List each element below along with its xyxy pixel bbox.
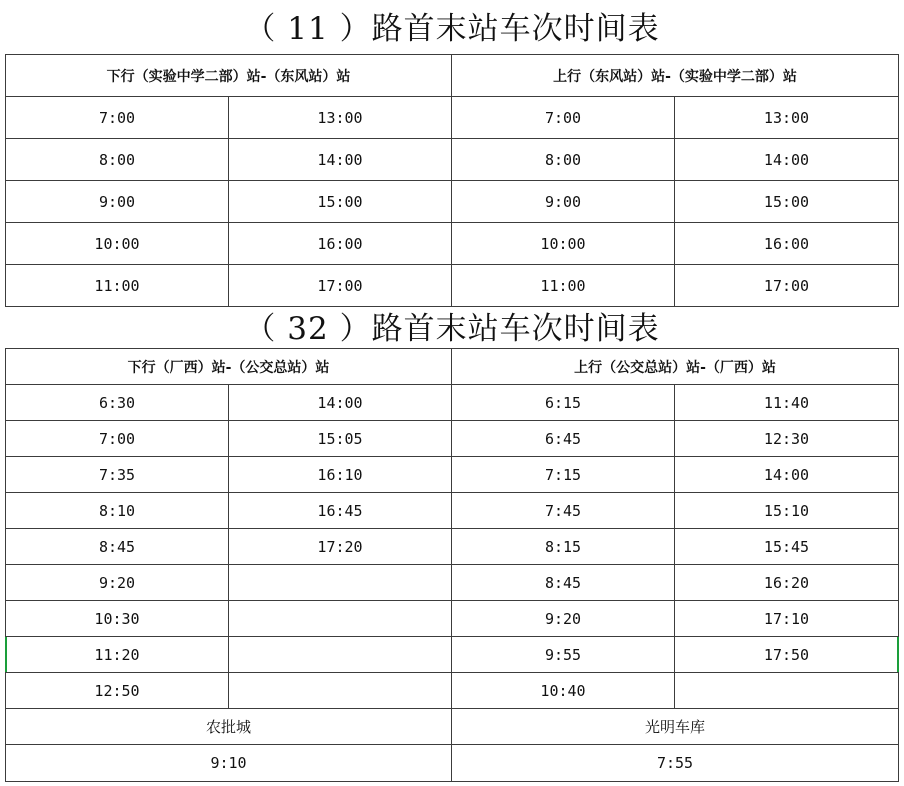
route-11-time-cell[interactable]: 15:00 bbox=[675, 181, 899, 223]
route-11-time-cell[interactable]: 7:00 bbox=[6, 97, 229, 139]
route-32-time-cell[interactable]: 15:45 bbox=[675, 529, 899, 565]
route-32-time-cell[interactable]: 7:00 bbox=[6, 421, 229, 457]
route-11-time-cell[interactable]: 9:00 bbox=[6, 181, 229, 223]
route-11-time-cell[interactable]: 14:00 bbox=[229, 139, 452, 181]
depot-time-left[interactable]: 9:10 bbox=[6, 745, 452, 782]
route-32-time-cell[interactable]: 17:50 bbox=[675, 637, 899, 673]
route-32-time-cell[interactable]: 6:45 bbox=[452, 421, 675, 457]
route-11-time-cell[interactable]: 17:00 bbox=[229, 265, 452, 307]
route-32-time-cell[interactable] bbox=[229, 565, 452, 601]
route-32-time-cell[interactable]: 15:10 bbox=[675, 493, 899, 529]
route-32-time-cell[interactable] bbox=[675, 673, 899, 709]
route-11-time-cell[interactable]: 9:00 bbox=[452, 181, 675, 223]
table-row bbox=[6, 529, 899, 565]
table-row bbox=[6, 493, 899, 529]
table-row bbox=[6, 385, 899, 421]
route-32-time-cell[interactable]: 16:20 bbox=[675, 565, 899, 601]
table-row bbox=[6, 601, 899, 637]
route-32-time-cell[interactable]: 15:05 bbox=[229, 421, 452, 457]
route-32-time-cell[interactable]: 14:00 bbox=[675, 457, 899, 493]
route-32-time-cell[interactable]: 11:40 bbox=[675, 385, 899, 421]
cell-selection-left-edge bbox=[5, 637, 7, 672]
route-11-time-cell[interactable]: 15:00 bbox=[229, 181, 452, 223]
route-11-timetable bbox=[5, 54, 899, 307]
route-32-time-cell[interactable]: 10:40 bbox=[452, 673, 675, 709]
route-32-time-cell[interactable]: 11:20 bbox=[6, 637, 229, 673]
route-32-time-cell[interactable]: 14:00 bbox=[229, 385, 452, 421]
table-row bbox=[6, 181, 899, 223]
table-row bbox=[6, 139, 899, 181]
route-32-time-cell[interactable] bbox=[229, 673, 452, 709]
route-32-time-cell[interactable]: 9:20 bbox=[452, 601, 675, 637]
table-row bbox=[6, 637, 899, 673]
route-11-up-header: 上行（东风站）站-（实验中学二部）站 bbox=[452, 55, 899, 97]
route-32-time-cell[interactable]: 8:10 bbox=[6, 493, 229, 529]
depot-name-row bbox=[6, 709, 899, 745]
table-row bbox=[6, 265, 899, 307]
route-32-title: （ 32 ）路首末站车次时间表 bbox=[244, 311, 660, 347]
route-11-time-cell[interactable]: 10:00 bbox=[452, 223, 675, 265]
route-11-time-cell[interactable]: 13:00 bbox=[675, 97, 899, 139]
route-11-time-cell[interactable]: 14:00 bbox=[675, 139, 899, 181]
depot-time-row bbox=[6, 745, 899, 782]
route-32-time-cell[interactable] bbox=[229, 637, 452, 673]
route-32-time-cell[interactable]: 8:15 bbox=[452, 529, 675, 565]
cell-selection-right-edge bbox=[897, 637, 899, 672]
route-32-down-header: 下行（厂西）站-（公交总站）站 bbox=[6, 349, 452, 385]
table-row bbox=[6, 457, 899, 493]
route-32-time-cell[interactable]: 7:35 bbox=[6, 457, 229, 493]
route-11-title: （ 11 ）路首末站车次时间表 bbox=[244, 11, 660, 47]
route-11-time-cell[interactable]: 17:00 bbox=[675, 265, 899, 307]
route-32-time-cell[interactable]: 9:20 bbox=[6, 565, 229, 601]
route-32-time-cell[interactable]: 7:45 bbox=[452, 493, 675, 529]
route-11-header-row bbox=[6, 55, 899, 97]
route-32-time-cell[interactable] bbox=[229, 601, 452, 637]
route-32-up-header: 上行（公交总站）站-（厂西）站 bbox=[452, 349, 899, 385]
route-32-time-cell[interactable]: 7:15 bbox=[452, 457, 675, 493]
route-11-time-cell[interactable]: 10:00 bbox=[6, 223, 229, 265]
route-32-time-cell[interactable]: 16:10 bbox=[229, 457, 452, 493]
route-11-time-cell[interactable]: 16:00 bbox=[229, 223, 452, 265]
depot-name-left[interactable]: 农批城 bbox=[6, 709, 452, 745]
route-11-time-cell[interactable]: 8:00 bbox=[6, 139, 229, 181]
route-32-time-cell[interactable]: 12:50 bbox=[6, 673, 229, 709]
route-32-time-cell[interactable]: 8:45 bbox=[6, 529, 229, 565]
depot-time-right[interactable]: 7:55 bbox=[452, 745, 899, 782]
table-row bbox=[6, 421, 899, 457]
route-11-time-cell[interactable]: 8:00 bbox=[452, 139, 675, 181]
route-11-time-cell[interactable]: 7:00 bbox=[452, 97, 675, 139]
table-row bbox=[6, 97, 899, 139]
table-row bbox=[6, 223, 899, 265]
route-32-header-row bbox=[6, 349, 899, 385]
route-32-time-cell[interactable]: 8:45 bbox=[452, 565, 675, 601]
route-32-time-cell[interactable]: 10:30 bbox=[6, 601, 229, 637]
route-32-time-cell[interactable]: 9:55 bbox=[452, 637, 675, 673]
route-32-time-cell[interactable]: 6:30 bbox=[6, 385, 229, 421]
route-32-time-cell[interactable]: 17:10 bbox=[675, 601, 899, 637]
route-32-time-cell[interactable]: 6:15 bbox=[452, 385, 675, 421]
table-row bbox=[6, 673, 899, 709]
route-32-time-cell[interactable]: 16:45 bbox=[229, 493, 452, 529]
route-11-time-cell[interactable]: 11:00 bbox=[6, 265, 229, 307]
route-11-time-cell[interactable]: 11:00 bbox=[452, 265, 675, 307]
table-row bbox=[6, 565, 899, 601]
depot-name-right[interactable]: 光明车库 bbox=[452, 709, 899, 745]
route-11-time-cell[interactable]: 16:00 bbox=[675, 223, 899, 265]
route-32-time-cell[interactable]: 12:30 bbox=[675, 421, 899, 457]
route-32-timetable bbox=[5, 348, 899, 782]
route-11-time-cell[interactable]: 13:00 bbox=[229, 97, 452, 139]
route-32-time-cell[interactable]: 17:20 bbox=[229, 529, 452, 565]
route-11-down-header: 下行（实验中学二部）站-（东风站）站 bbox=[6, 55, 452, 97]
